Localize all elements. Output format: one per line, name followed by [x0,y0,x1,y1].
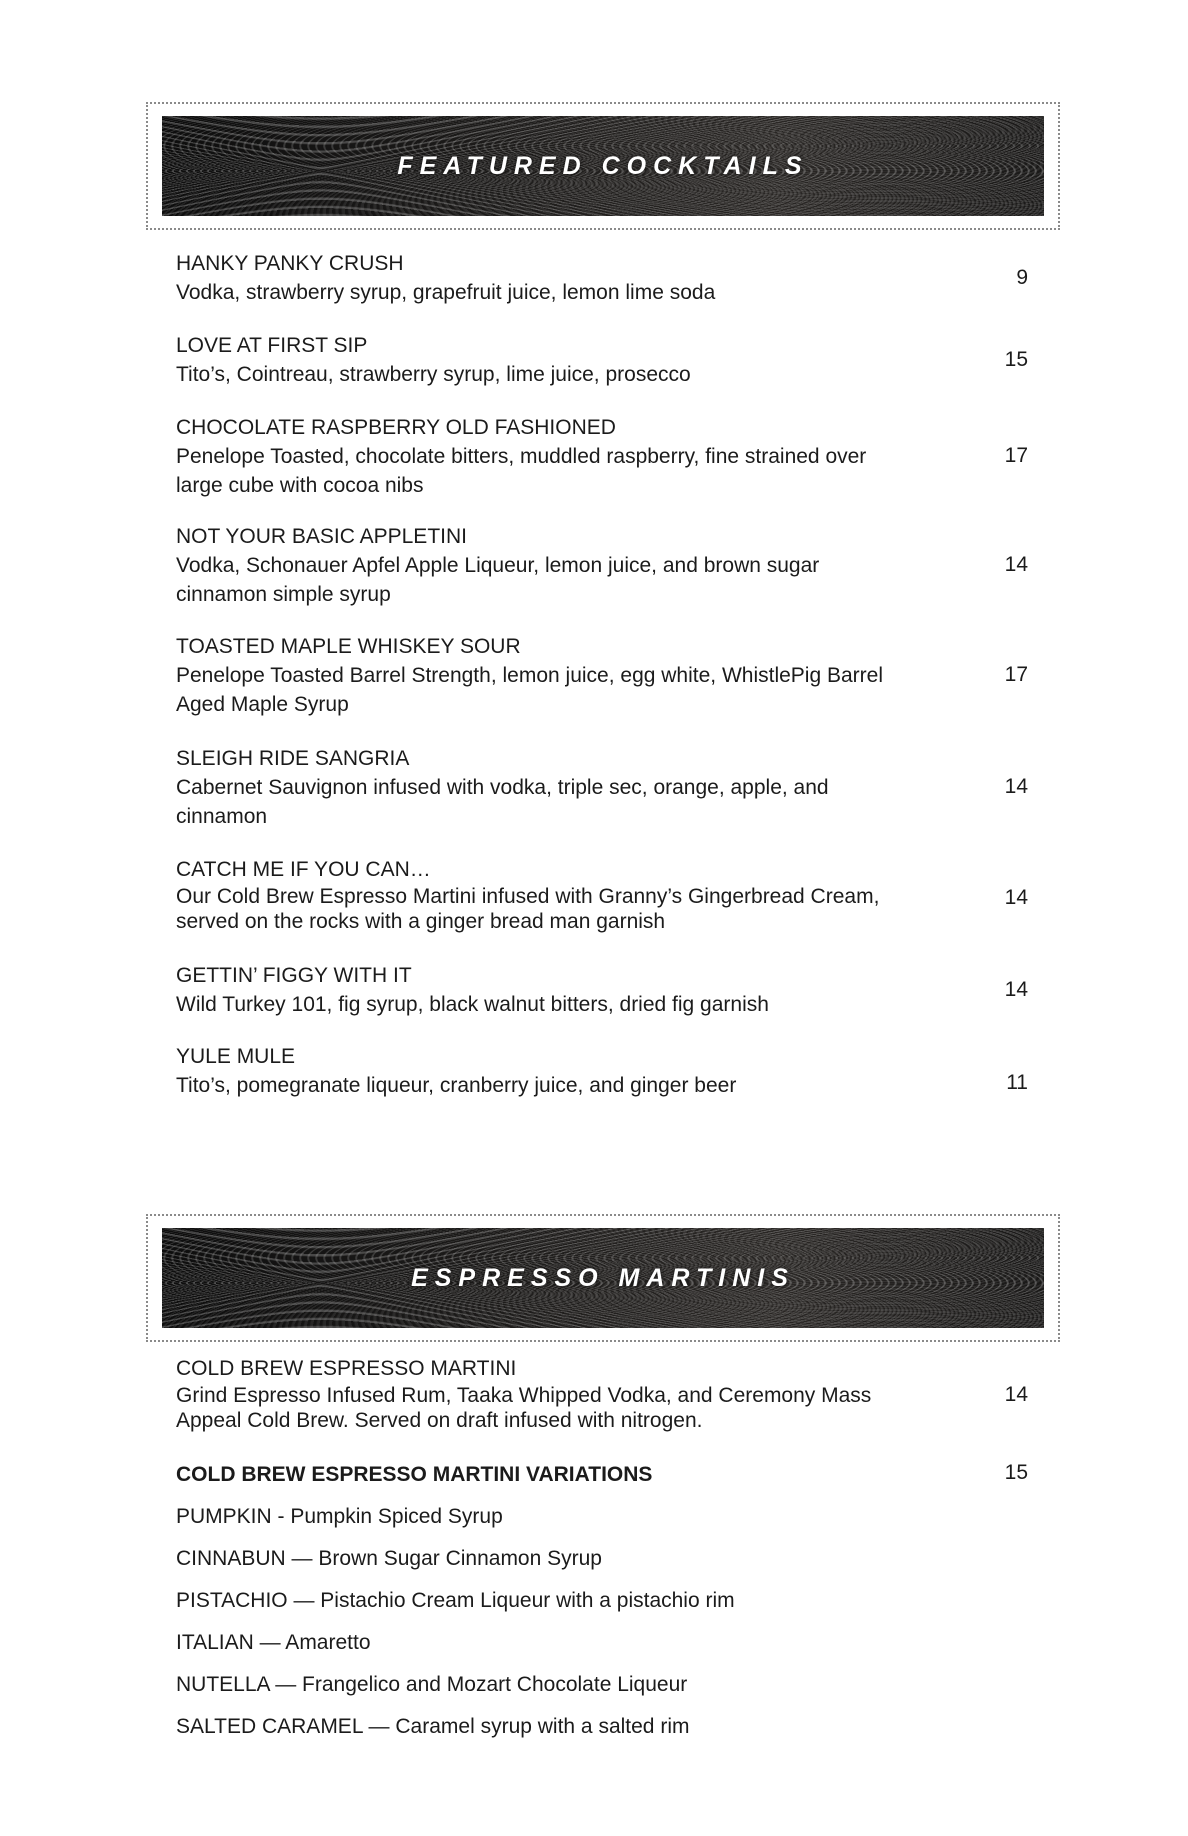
variations-price: 15 [1004,1461,1028,1484]
item-name: CATCH ME IF YOU CAN… [176,858,431,881]
menu-item [176,523,1036,609]
item-name: GETTIN’ FIGGY WITH IT [176,964,412,987]
item-description: Tito’s, pomegranate liqueur, cranberry juice, and ginger beer [176,1074,737,1097]
item-price: 15 [1004,348,1028,371]
item-description: Vodka, strawberry syrup, grapefruit juice, lemon lime soda [176,281,716,304]
item-description: Our Cold Brew Espresso Martini infused with Granny’s Gingerbread Cream, served on the rocks with a ginger bread man garnish [176,885,880,933]
espresso-martinis-banner-frame [146,1214,1060,1342]
item-name: CHOCOLATE RASPBERRY OLD FASHIONED [176,416,616,439]
item-description: Tito’s, Cointreau, strawberry syrup, lime juice, prosecco [176,363,691,386]
variation-item: ITALIAN — Amaretto [176,1631,371,1654]
item-name: SLEIGH RIDE SANGRIA [176,747,410,770]
variation-item: CINNABUN — Brown Sugar Cinnamon Syrup [176,1547,602,1570]
menu-item [176,633,1036,719]
variations-header [176,1461,1036,1489]
item-description: Cabernet Sauvignon infused with vodka, triple sec, orange, apple, and cinnamon [176,776,829,828]
variation-item: PISTACHIO — Pistachio Cream Liqueur with a pistachio rim [176,1589,735,1612]
item-price: 14 [1004,978,1028,1001]
menu-item [176,414,1036,500]
menu-item [176,962,1036,1019]
menu-item [176,745,1036,831]
menu-item [176,250,1036,307]
item-price: 17 [1004,444,1028,467]
variation-item: SALTED CARAMEL — Caramel syrup with a salted rim [176,1715,690,1738]
variation-item: NUTELLA — Frangelico and Mozart Chocolate Liqueur [176,1673,688,1696]
item-name: TOASTED MAPLE WHISKEY SOUR [176,635,521,658]
variations-heading: COLD BREW ESPRESSO MARTINI VARIATIONS [176,1463,653,1486]
item-name: YULE MULE [176,1045,296,1068]
variation-item: PUMPKIN - Pumpkin Spiced Syrup [176,1505,503,1528]
item-name: NOT YOUR BASIC APPLETINI [176,525,467,548]
espresso-martinis-banner [162,1228,1044,1328]
menu-item [176,856,1036,934]
menu-item [176,1043,1036,1100]
item-name: COLD BREW ESPRESSO MARTINI [176,1357,517,1380]
item-name: LOVE AT FIRST SIP [176,334,368,357]
item-description: Grind Espresso Infused Rum, Taaka Whipped Vodka, and Ceremony Mass Appeal Cold Brew. Served on draft infused with nitrogen. [176,1384,872,1432]
item-description: Penelope Toasted Barrel Strength, lemon juice, egg white, WhistlePig Barrel Aged Maple Syrup [176,664,883,716]
item-description: Vodka, Schonauer Apfel Apple Liqueur, lemon juice, and brown sugar cinnamon simple syrup [176,554,820,606]
featured-cocktails-banner [162,116,1044,216]
item-price: 14 [1004,886,1028,909]
item-price: 17 [1004,663,1028,686]
item-price: 9 [1016,266,1028,289]
item-name: HANKY PANKY CRUSH [176,252,404,275]
item-price: 14 [1004,553,1028,576]
menu-item [176,332,1036,389]
item-description: Penelope Toasted, chocolate bitters, muddled raspberry, fine strained over large cube with cocoa nibs [176,445,867,497]
section-title-featured: FEATURED COCKTAILS [397,151,809,180]
featured-cocktails-banner-frame [146,102,1060,230]
item-price: 11 [1006,1071,1028,1094]
section-title-espresso: ESPRESSO MARTINIS [411,1263,795,1292]
menu-item [176,1355,1036,1433]
item-price: 14 [1004,1383,1028,1406]
item-price: 14 [1004,775,1028,798]
item-description: Wild Turkey 101, fig syrup, black walnut bitters, dried fig garnish [176,993,769,1016]
